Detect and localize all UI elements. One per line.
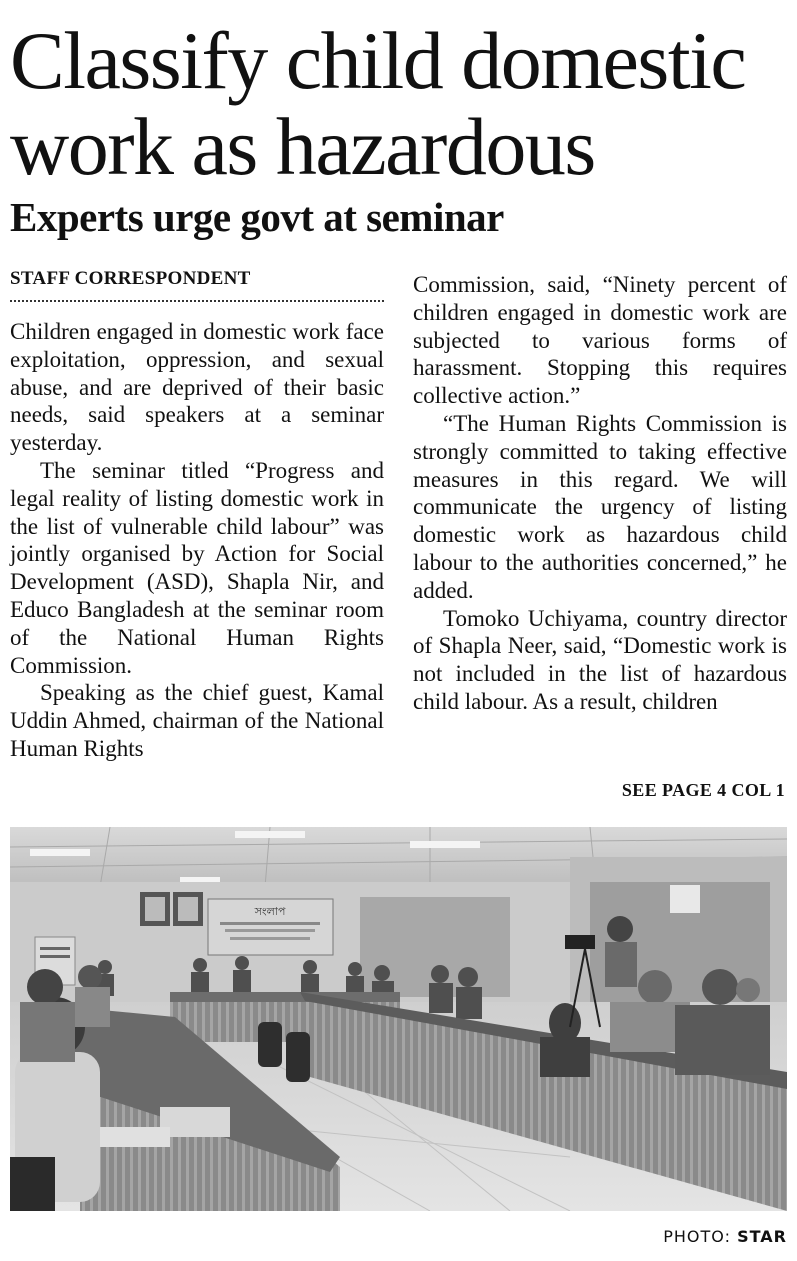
article-column-left: [10, 318, 384, 763]
subheadline: Experts urge govt at seminar: [10, 194, 504, 240]
photo-credit-label: PHOTO:: [663, 1227, 731, 1246]
banner-title: সংলাপ: [254, 905, 286, 918]
article-column-right: [413, 271, 787, 716]
article-paragraph: Commission, said, “Ninety percent of children engaged in domestic work are subjected to various forms of harassment. Stopping this requires collective action.”: [413, 272, 787, 409]
byline: STAFF CORRESPONDENT: [10, 266, 384, 302]
photo-credit-source: STAR: [737, 1227, 787, 1246]
article-paragraph: The seminar titled “Progress and legal reality of listing domestic work in the list of vulnerable child labour” was jointly organised by Action for Social Development (ASD), Shapla Nir, and Educo Bangladesh at the seminar room of the National Human Rights Commission.: [10, 457, 384, 678]
seminar-photo-illustration: [10, 827, 787, 1211]
headline: Classify child domestic work as hazardous: [10, 15, 746, 192]
seminar-photo: [10, 827, 787, 1211]
article-paragraph: Tomoko Uchiyama, country director of Shapla Neer, said, “Domestic work is not included in the list of hazardous child labour. As a result, children: [413, 605, 787, 714]
photo-credit: [663, 1227, 787, 1246]
article-paragraph: “The Human Rights Commission is strongly committed to taking effective measures in this regard. We will communicate the urgency of listing domestic work as hazardous child labour to the authorities concerned,” he added.: [413, 410, 787, 603]
article-paragraph: Speaking as the chief guest, Kamal Uddin Ahmed, chairman of the National Human Rights: [10, 680, 384, 761]
continued-jump-line: SEE PAGE 4 COL 1: [621, 780, 785, 800]
article-paragraph: Children engaged in domestic work face exploitation, oppression, and sexual abuse, and are deprived of their basic needs, said speakers at a seminar yesterday.: [10, 319, 384, 456]
